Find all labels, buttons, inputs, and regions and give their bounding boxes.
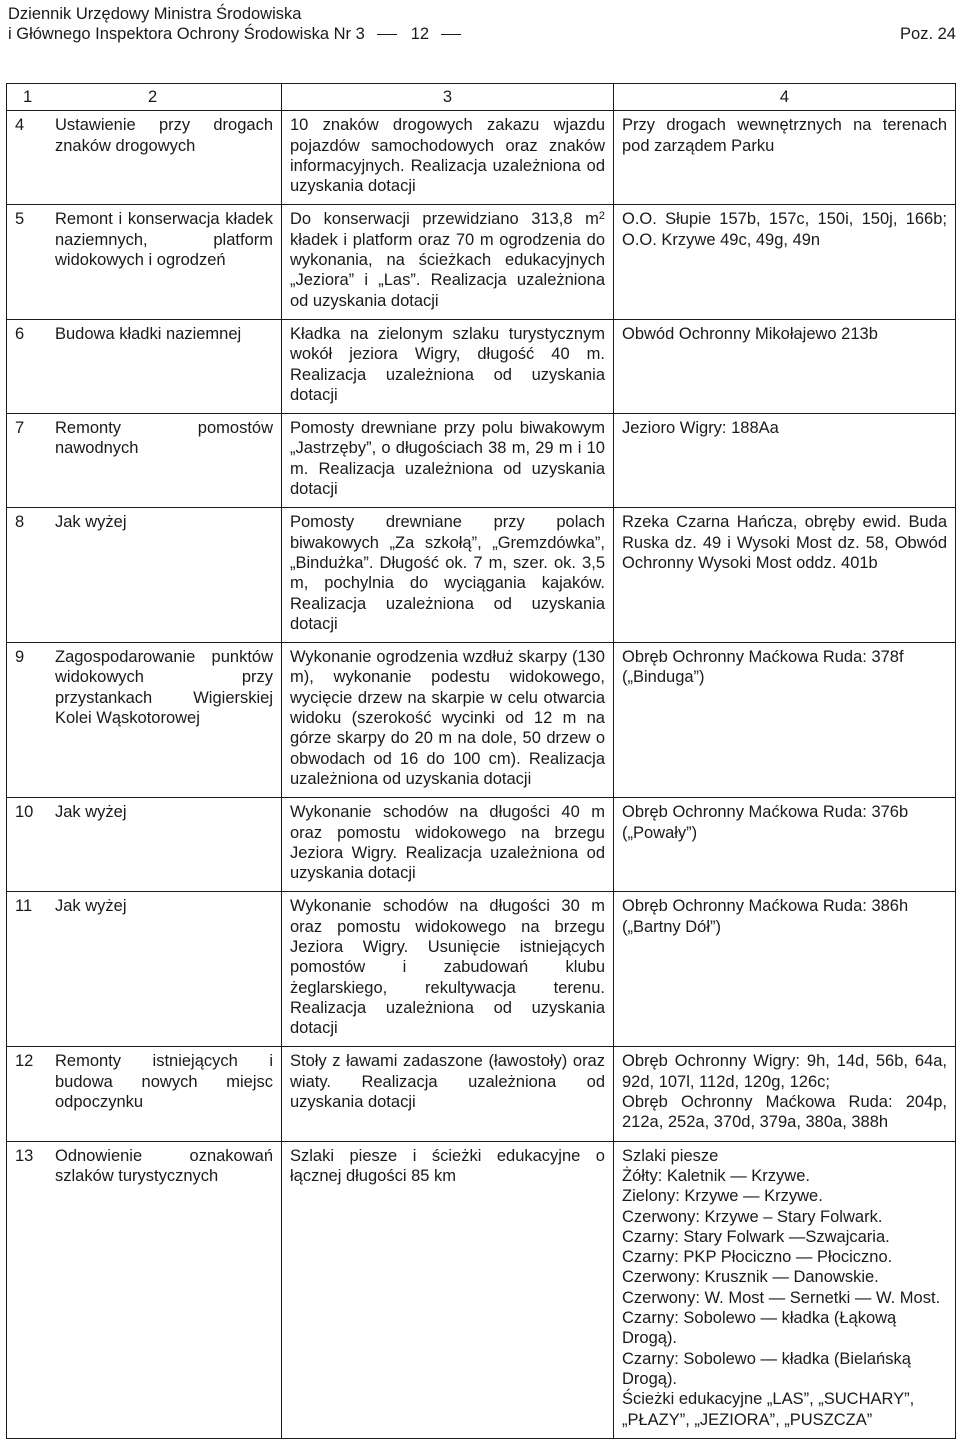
row-number: 11 <box>15 897 33 916</box>
row-number: 12 <box>15 1052 34 1071</box>
task-cell <box>7 643 282 798</box>
row-number: 8 <box>15 513 25 532</box>
task-location <box>614 1047 956 1141</box>
task-description: Wykonanie schodów na długości 40 m oraz pomostu widokowego na brzegu Jeziora Wigry. Realizacja uzależniona od uzyskania dotacji <box>282 798 614 892</box>
task-cell <box>7 1047 282 1141</box>
task-name: Jak wyżej <box>55 897 127 916</box>
journal-title-line2-text: i Głównego Inspektora Ochrony Środowiska Nr 3 <box>8 25 365 43</box>
column-number-3: 3 <box>282 84 614 111</box>
table-row <box>7 1047 956 1141</box>
task-name: Jak wyżej <box>55 513 127 532</box>
location-line: Obręb Ochronny Maćkowa Ruda: 376b <box>622 803 909 822</box>
task-description: Wykonanie ogrodzenia wzdłuż skarpy (130 m), wykonanie podestu widokowego, wycięcie drzew na skarpie w celu otwarcia widoku (szerokość wycinki od 12 m na górze skarpy do 20 m na dole, 50 drzew o obwodach od 16 do 100 cm). Realizacja uzależniona od uzyskania dotacji <box>282 643 614 798</box>
journal-title-line2 <box>8 24 473 44</box>
document-table <box>6 83 955 1439</box>
location-line: Obwód Ochronny Mikołajewo 213b <box>622 324 878 343</box>
row-number: 6 <box>15 324 25 343</box>
row-number: 9 <box>15 648 25 667</box>
location-line: („Binduga”) <box>622 668 705 687</box>
location-line: Rzeka Czarna Hańcza, obręby ewid. Buda Ruska dz. 49 i Wysoki Most dz. 58, Obwód Ochronny Wysoki Most oddz. 401b <box>622 513 947 572</box>
table-row <box>7 205 956 319</box>
location-line: Czerwony: Krusznik — Danowskie. <box>622 1268 879 1287</box>
location-line: Zielony: Krzywe — Krzywe. <box>622 1187 823 1206</box>
row-number: 5 <box>15 210 25 229</box>
task-description: 10 znaków drogowych zakazu wjazdu pojazdów samochodowych oraz znaków informacyjnych. Realizacja uzależniona od uzyskania dotacji <box>282 111 614 205</box>
table-row <box>7 508 956 643</box>
task-cell <box>7 111 282 205</box>
row-number: 4 <box>15 116 25 135</box>
task-cell <box>7 205 282 319</box>
location-line: Obręb Ochronny Maćkowa Ruda: 204p, 212a, 252a, 370d, 379a, 380a, 388h <box>622 1093 947 1132</box>
location-line: Ścieżki edukacyjne „LAS”, „SUCHARY”, „PŁAZY”, „JEZIORA”, „PUSZCZA” <box>622 1390 915 1429</box>
header-cell-1-2 <box>7 84 282 111</box>
task-name: Odnowienie oznakowań szlaków turystycznych <box>55 1146 273 1185</box>
task-location <box>614 319 956 413</box>
location-line: Czarny: Stary Folwark —Szwajcaria. <box>622 1227 890 1246</box>
task-name: Remonty pomostów nawodnych <box>55 419 273 458</box>
page-dash-right <box>441 34 461 35</box>
table-row <box>7 1141 956 1438</box>
table-row <box>7 111 956 205</box>
column-number-row <box>7 84 956 111</box>
location-line: Przy drogach wewnętrznych na terenach pod zarządem Parku <box>622 116 947 155</box>
superscript: 2 <box>598 210 605 223</box>
location-line: Szlaki piesze <box>622 1146 719 1165</box>
column-number-1: 1 <box>23 88 33 106</box>
task-cell <box>7 1141 282 1438</box>
task-description: Pomosty drewniane przy polu biwakowym „Jastrzęby”, o długościach 38 m, 29 m i 10 m. Realizacja uzależniona od uzyskania dotacji <box>282 414 614 508</box>
location-line: Obręb Ochronny Wigry: 9h, 14d, 56b, 64a, 92d, 107l, 112d, 120g, 126c; <box>622 1052 947 1091</box>
task-location <box>614 205 956 319</box>
task-cell <box>7 892 282 1047</box>
task-name: Remont i konserwacja kładek naziemnych, platform widokowych i ogrodzeń <box>55 210 273 270</box>
task-location <box>614 892 956 1047</box>
description-part: kładek i platform oraz 70 m ogrodzenia do wykonania, na ścieżkach edukacyjnych „Jeziora” i „Las”. Realizacja uzależniona od uzyskania dotacji <box>290 230 605 310</box>
page-dash-left <box>377 34 397 35</box>
table-row <box>7 892 956 1047</box>
task-location <box>614 643 956 798</box>
journal-title-line1: Dziennik Urzędowy Ministra Środowiska <box>8 5 302 23</box>
task-description: Stoły z ławami zadaszone (ławostoły) oraz wiaty. Realizacja uzależniona od uzyskania dotacji <box>282 1047 614 1141</box>
task-description: Szlaki piesze i ścieżki edukacyjne o łącznej długości 85 km <box>282 1141 614 1438</box>
table-row <box>7 798 956 892</box>
row-number: 7 <box>15 419 25 438</box>
column-number-4: 4 <box>614 84 956 111</box>
location-line: Obręb Ochronny Maćkowa Ruda: 386h <box>622 897 909 916</box>
description-part: Do konserwacji przewidziano 313,8 m <box>290 210 599 229</box>
task-location <box>614 508 956 643</box>
task-description <box>282 205 614 319</box>
location-line: Czerwony: Krzywe – Stary Folwark. <box>622 1207 883 1226</box>
location-line: („Powały”) <box>622 823 698 842</box>
task-description: Wykonanie schodów na długości 30 m oraz pomostu widokowego na brzegu Jeziora Wigry. Usunięcie istniejących pomostów i zabudowań klubu żeglarskiego, rekultywacja terenu. Realizacja uzależniona od uzyskania dotacji <box>282 892 614 1047</box>
task-cell <box>7 798 282 892</box>
task-name: Ustawienie przy drogach znaków drogowych <box>55 116 273 155</box>
location-line: Obręb Ochronny Maćkowa Ruda: 378f <box>622 648 904 667</box>
task-cell <box>7 319 282 413</box>
task-description: Kładka na zielonym szlaku turystycznym wokół jeziora Wigry, długość 40 m. Realizacja uzależniona od uzyskania dotacji <box>282 319 614 413</box>
location-line: Czarny: Sobolewo — kładka (Łąkową Drogą). <box>622 1309 897 1348</box>
task-name: Jak wyżej <box>55 803 127 822</box>
location-line: („Bartny Dół”) <box>622 917 722 936</box>
location-line: Żółty: Kaletnik — Krzywe. <box>622 1166 810 1185</box>
task-location <box>614 1141 956 1438</box>
task-name: Zagospodarowanie punktów widokowych przy przystankach Wigierskiej Kolei Wąskotorowej <box>55 648 273 728</box>
row-number: 10 <box>15 803 34 822</box>
table-row <box>7 643 956 798</box>
task-cell <box>7 508 282 643</box>
table-row <box>7 414 956 508</box>
page-header <box>8 4 958 44</box>
task-location <box>614 414 956 508</box>
page-number: 12 <box>410 25 430 43</box>
task-description: Pomosty drewniane przy polach biwakowych „Za szkołą”, „Gremzdówka”, „Bindużka”. Długość ok. 7 m, szer. ok. 3,5 m, pochylnia do wyciągania kajaków. Realizacja uzależniona od uzyskania dotacji <box>282 508 614 643</box>
task-cell <box>7 414 282 508</box>
row-number: 13 <box>15 1146 34 1165</box>
task-name: Budowa kładki naziemnej <box>55 324 242 343</box>
table-row <box>7 319 956 413</box>
position-number: Poz. 24 <box>900 25 956 43</box>
location-line: Czarny: Sobolewo — kładka (Bielańską Drogą). <box>622 1349 911 1388</box>
location-line: Czarny: PKP Płociczno — Płociczno. <box>622 1248 893 1267</box>
task-location <box>614 111 956 205</box>
task-name: Remonty istniejących i budowa nowych miejsc odpoczynku <box>55 1052 273 1112</box>
location-line: Jezioro Wigry: 188Aa <box>622 419 779 438</box>
location-line: Czerwony: W. Most — Sernetki — W. Most. <box>622 1288 941 1307</box>
task-location <box>614 798 956 892</box>
column-number-2: 2 <box>148 88 158 106</box>
location-line: O.O. Słupie 157b, 157c, 150i, 150j, 166b; O.O. Krzywe 49c, 49g, 49n <box>622 210 947 249</box>
